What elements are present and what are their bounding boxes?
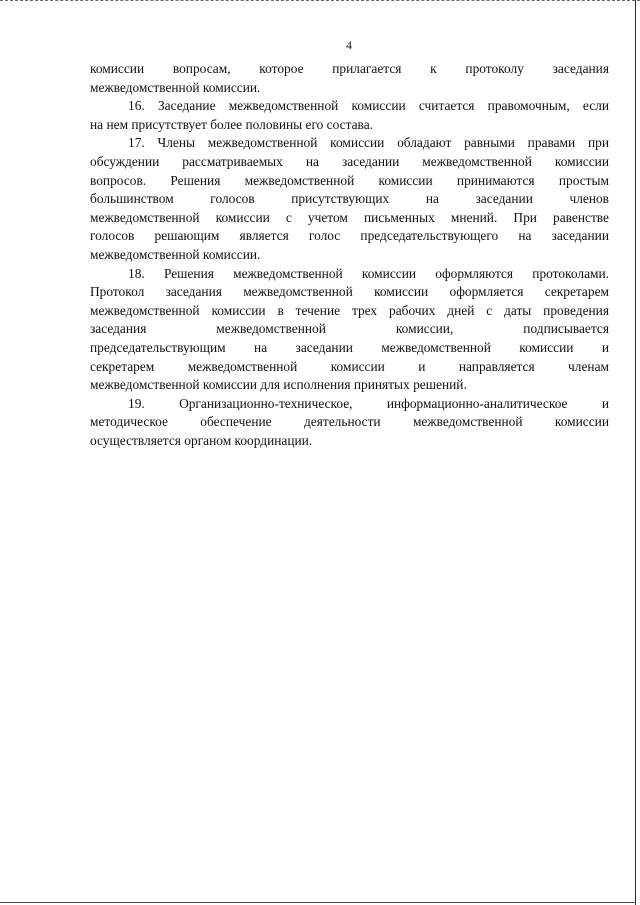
text-line: председательствующим на заседании межведомственной комиссии и	[90, 339, 609, 355]
text-line: Протокол заседания межведомственной комиссии оформляется секретарем	[90, 284, 609, 300]
paragraph-16	[90, 97, 609, 134]
text-line: межведомственной комиссии.	[90, 79, 261, 95]
scan-edge-right	[635, 0, 636, 905]
text-line: вопросов. Решения межведомственной комиссии принимаются простым	[90, 172, 609, 188]
paragraph-18	[90, 265, 609, 395]
text-line: 17. Члены межведомственной комиссии обладают равными правами при	[128, 135, 609, 151]
text-line: межведомственной комиссии для исполнения принятых решений.	[90, 377, 467, 393]
paragraph-17	[90, 134, 609, 264]
text-line: межведомственной комиссии в течение трех рабочих дней с даты проведения	[90, 302, 609, 318]
text-line: межведомственной комиссии.	[90, 246, 261, 262]
scan-edge-top	[0, 0, 640, 3]
text-line: голосов решающим является голос председательствующего на заседании	[90, 228, 609, 244]
paragraph-19	[90, 395, 609, 451]
text-line: заседания межведомственной комиссии, подписывается	[90, 321, 609, 337]
text-line: обсуждении рассматриваемых на заседании межведомственной комиссии	[90, 153, 609, 169]
text-line: большинством голосов присутствующих на заседании членов	[90, 191, 609, 207]
scan-edge-bottom	[0, 902, 636, 903]
page-number: 4	[346, 38, 352, 52]
text-line: комиссии вопросам, которое прилагается к протоколу заседания	[90, 61, 609, 76]
text-line: на нем присутствует более половины его состава.	[90, 116, 373, 132]
paragraph-continuation	[90, 60, 609, 97]
document-body	[90, 60, 609, 450]
text-line: 18. Решения межведомственной комиссии оформляются протоколами.	[128, 265, 609, 281]
text-line: методическое обеспечение деятельности межведомственной комиссии	[90, 414, 609, 430]
text-line: секретарем межведомственной комиссии и направляется членам	[90, 358, 609, 374]
text-line: осуществляется органом координации.	[90, 432, 313, 448]
text-line: 16. Заседание межведомственной комиссии считается правомочным, если	[128, 98, 609, 114]
text-line: межведомственной комиссии с учетом письменных мнений. При равенстве	[90, 209, 609, 225]
text-line: 19. Организационно-техническое, информационно-аналитическое и	[128, 395, 609, 411]
